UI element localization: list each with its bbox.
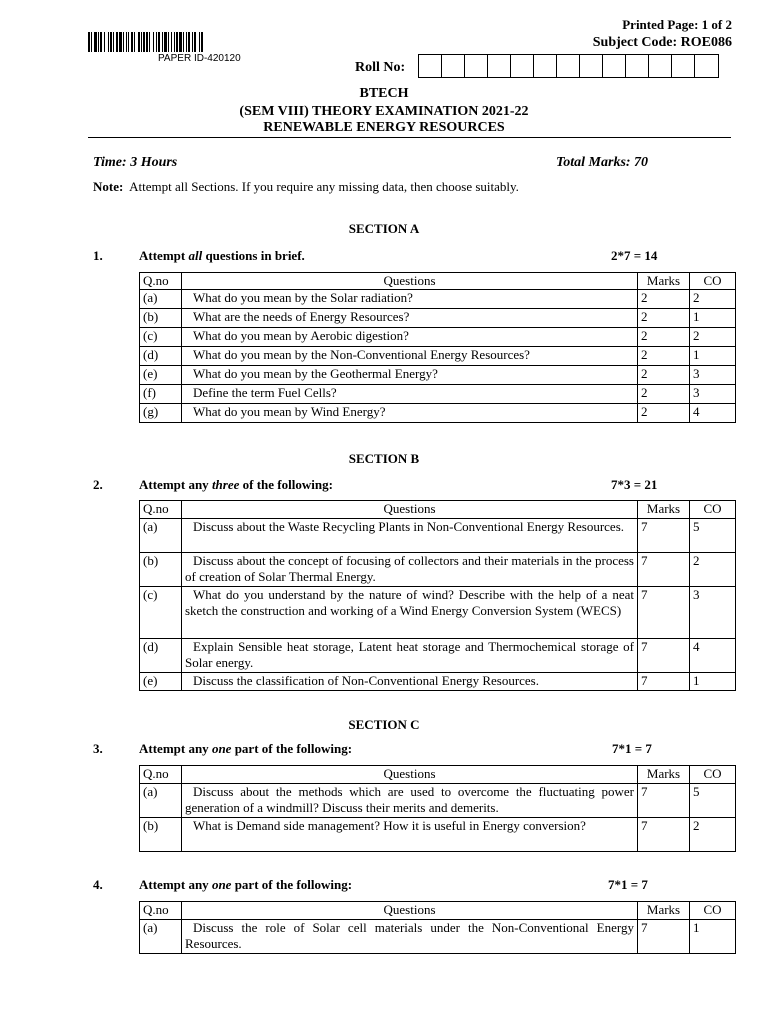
table-row xyxy=(140,920,736,954)
exam-title: (SEM VIII) THEORY EXAMINATION 2021-22 xyxy=(239,104,529,119)
col-header-questions: Questions xyxy=(182,766,638,784)
col-header-qno: Q.no xyxy=(140,273,182,290)
note-text: Attempt all Sections. If you require any missing data, then choose suitably. xyxy=(129,179,519,194)
roll-no-box xyxy=(695,55,718,77)
paper-id: PAPER ID-420120 xyxy=(158,53,241,64)
question-number: 2. xyxy=(93,477,103,492)
question-text: What do you mean by Wind Energy? xyxy=(182,404,638,423)
col-header-marks: Marks xyxy=(638,902,690,920)
question-marks: 7 xyxy=(638,587,690,639)
table-row xyxy=(140,784,736,818)
question-instruction: Attempt any one part of the following: xyxy=(139,877,353,892)
table-row xyxy=(140,366,736,385)
note-label: Note: xyxy=(93,179,124,194)
col-header-qno: Q.no xyxy=(140,766,182,784)
question-co: 5 xyxy=(690,784,736,818)
question-id: (c) xyxy=(140,587,182,639)
question-id: (d) xyxy=(140,347,182,366)
questions-table xyxy=(139,272,736,423)
roll-no-box xyxy=(511,55,534,77)
question-instruction: Attempt any one part of the following: xyxy=(139,741,353,756)
col-header-marks: Marks xyxy=(638,766,690,784)
question-text: What do you mean by Aerobic digestion? xyxy=(182,328,638,347)
question-text: What do you mean by the Geothermal Energy? xyxy=(182,366,638,385)
question-marks: 2 xyxy=(638,347,690,366)
col-header-marks: Marks xyxy=(638,273,690,290)
roll-no-box xyxy=(603,55,626,77)
question-text: What do you mean by the Solar radiation? xyxy=(182,290,638,309)
question-marks: 7 xyxy=(638,673,690,691)
question-marks: 7 xyxy=(638,784,690,818)
roll-no-box xyxy=(672,55,695,77)
table-row xyxy=(140,639,736,673)
question-text: Discuss about the Waste Recycling Plants in Non-Conventional Energy Resources. xyxy=(182,519,638,553)
question-instruction: Attempt any three of the following: xyxy=(139,477,333,492)
subject-title: RENEWABLE ENERGY RESOURCES xyxy=(263,120,505,135)
section-title: SECTION A xyxy=(348,221,420,236)
col-header-qno: Q.no xyxy=(140,501,182,519)
question-id: (b) xyxy=(140,309,182,328)
note xyxy=(93,179,519,195)
marks-formula: 7*3 = 21 xyxy=(611,477,658,492)
col-header-co: CO xyxy=(690,902,736,920)
question-marks: 7 xyxy=(638,920,690,954)
question-co: 1 xyxy=(690,920,736,954)
marks-formula: 7*1 = 7 xyxy=(608,877,648,892)
section-title: SECTION B xyxy=(348,451,420,466)
question-marks: 2 xyxy=(638,404,690,423)
question-marks: 7 xyxy=(638,639,690,673)
question-id: (b) xyxy=(140,553,182,587)
question-text: Explain Sensible heat storage, Latent heat storage and Thermochemical storage of Solar energy. xyxy=(182,639,638,673)
question-id: (b) xyxy=(140,818,182,852)
question-text: Discuss about the concept of focusing of collectors and their materials in the process of creation of Solar Thermal Energy. xyxy=(182,553,638,587)
question-co: 3 xyxy=(690,587,736,639)
question-id: (f) xyxy=(140,385,182,404)
question-text: What do you understand by the nature of wind? Describe with the help of a neat sketch the construction and working of a Wind Energy Conversion System (WECS) xyxy=(182,587,638,639)
marks-formula: 2*7 = 14 xyxy=(611,248,658,263)
table-row xyxy=(140,553,736,587)
col-header-questions: Questions xyxy=(182,902,638,920)
col-header-co: CO xyxy=(690,501,736,519)
question-id: (a) xyxy=(140,519,182,553)
question-co: 1 xyxy=(690,347,736,366)
table-row xyxy=(140,818,736,852)
question-id: (g) xyxy=(140,404,182,423)
questions-table xyxy=(139,901,736,954)
roll-no-box xyxy=(419,55,442,77)
question-id: (e) xyxy=(140,673,182,691)
roll-no-label: Roll No: xyxy=(355,60,406,75)
printed-page: Printed Page: 1 of 2 xyxy=(622,17,732,32)
question-co: 5 xyxy=(690,519,736,553)
question-text: What is Demand side management? How it is useful in Energy conversion? xyxy=(182,818,638,852)
col-header-questions: Questions xyxy=(182,273,638,290)
table-row xyxy=(140,404,736,423)
question-co: 3 xyxy=(690,366,736,385)
question-id: (a) xyxy=(140,290,182,309)
question-co: 3 xyxy=(690,385,736,404)
question-co: 2 xyxy=(690,290,736,309)
question-co: 2 xyxy=(690,553,736,587)
question-co: 1 xyxy=(690,673,736,691)
question-marks: 2 xyxy=(638,309,690,328)
barcode xyxy=(88,32,318,52)
question-id: (d) xyxy=(140,639,182,673)
question-marks: 2 xyxy=(638,328,690,347)
question-marks: 7 xyxy=(638,553,690,587)
roll-no-boxes xyxy=(418,54,719,78)
col-header-co: CO xyxy=(690,273,736,290)
roll-no-box xyxy=(649,55,672,77)
question-marks: 7 xyxy=(638,818,690,852)
table-row xyxy=(140,519,736,553)
time-allowed: Time: 3 Hours xyxy=(93,155,178,170)
question-co: 4 xyxy=(690,639,736,673)
question-marks: 2 xyxy=(638,385,690,404)
roll-no-box xyxy=(626,55,649,77)
table-row xyxy=(140,328,736,347)
col-header-co: CO xyxy=(690,766,736,784)
question-co: 1 xyxy=(690,309,736,328)
roll-no-box xyxy=(580,55,603,77)
table-row xyxy=(140,385,736,404)
question-id: (a) xyxy=(140,784,182,818)
course-title: BTECH xyxy=(359,86,409,101)
question-co: 4 xyxy=(690,404,736,423)
question-text: What are the needs of Energy Resources? xyxy=(182,309,638,328)
question-id: (e) xyxy=(140,366,182,385)
roll-no-box xyxy=(534,55,557,77)
roll-no-box xyxy=(488,55,511,77)
table-row xyxy=(140,347,736,366)
questions-table xyxy=(139,765,736,852)
question-marks: 2 xyxy=(638,290,690,309)
question-text: Discuss the role of Solar cell materials under the Non-Conventional Energy Resources. xyxy=(182,920,638,954)
roll-no-box xyxy=(442,55,465,77)
question-id: (c) xyxy=(140,328,182,347)
question-text: Define the term Fuel Cells? xyxy=(182,385,638,404)
question-text: Discuss the classification of Non-Conventional Energy Resources. xyxy=(182,673,638,691)
table-row xyxy=(140,309,736,328)
question-number: 3. xyxy=(93,741,103,756)
table-row xyxy=(140,673,736,691)
questions-table xyxy=(139,500,736,691)
question-number: 4. xyxy=(93,877,103,892)
roll-no-box xyxy=(557,55,580,77)
roll-no-box xyxy=(465,55,488,77)
header-divider xyxy=(88,137,731,138)
table-row xyxy=(140,587,736,639)
table-row xyxy=(140,290,736,309)
question-instruction: Attempt all questions in brief. xyxy=(139,248,305,263)
question-marks: 7 xyxy=(638,519,690,553)
col-header-questions: Questions xyxy=(182,501,638,519)
total-marks: Total Marks: 70 xyxy=(556,155,649,170)
question-marks: 2 xyxy=(638,366,690,385)
question-co: 2 xyxy=(690,328,736,347)
question-co: 2 xyxy=(690,818,736,852)
section-title: SECTION C xyxy=(348,717,420,732)
question-text: What do you mean by the Non-Conventional Energy Resources? xyxy=(182,347,638,366)
subject-code: Subject Code: ROE086 xyxy=(592,35,732,50)
question-id: (a) xyxy=(140,920,182,954)
col-header-marks: Marks xyxy=(638,501,690,519)
marks-formula: 7*1 = 7 xyxy=(612,741,652,756)
question-text: Discuss about the methods which are used to overcome the fluctuating power generation of a windmill? Discuss their merits and demerits. xyxy=(182,784,638,818)
col-header-qno: Q.no xyxy=(140,902,182,920)
question-number: 1. xyxy=(93,248,103,263)
